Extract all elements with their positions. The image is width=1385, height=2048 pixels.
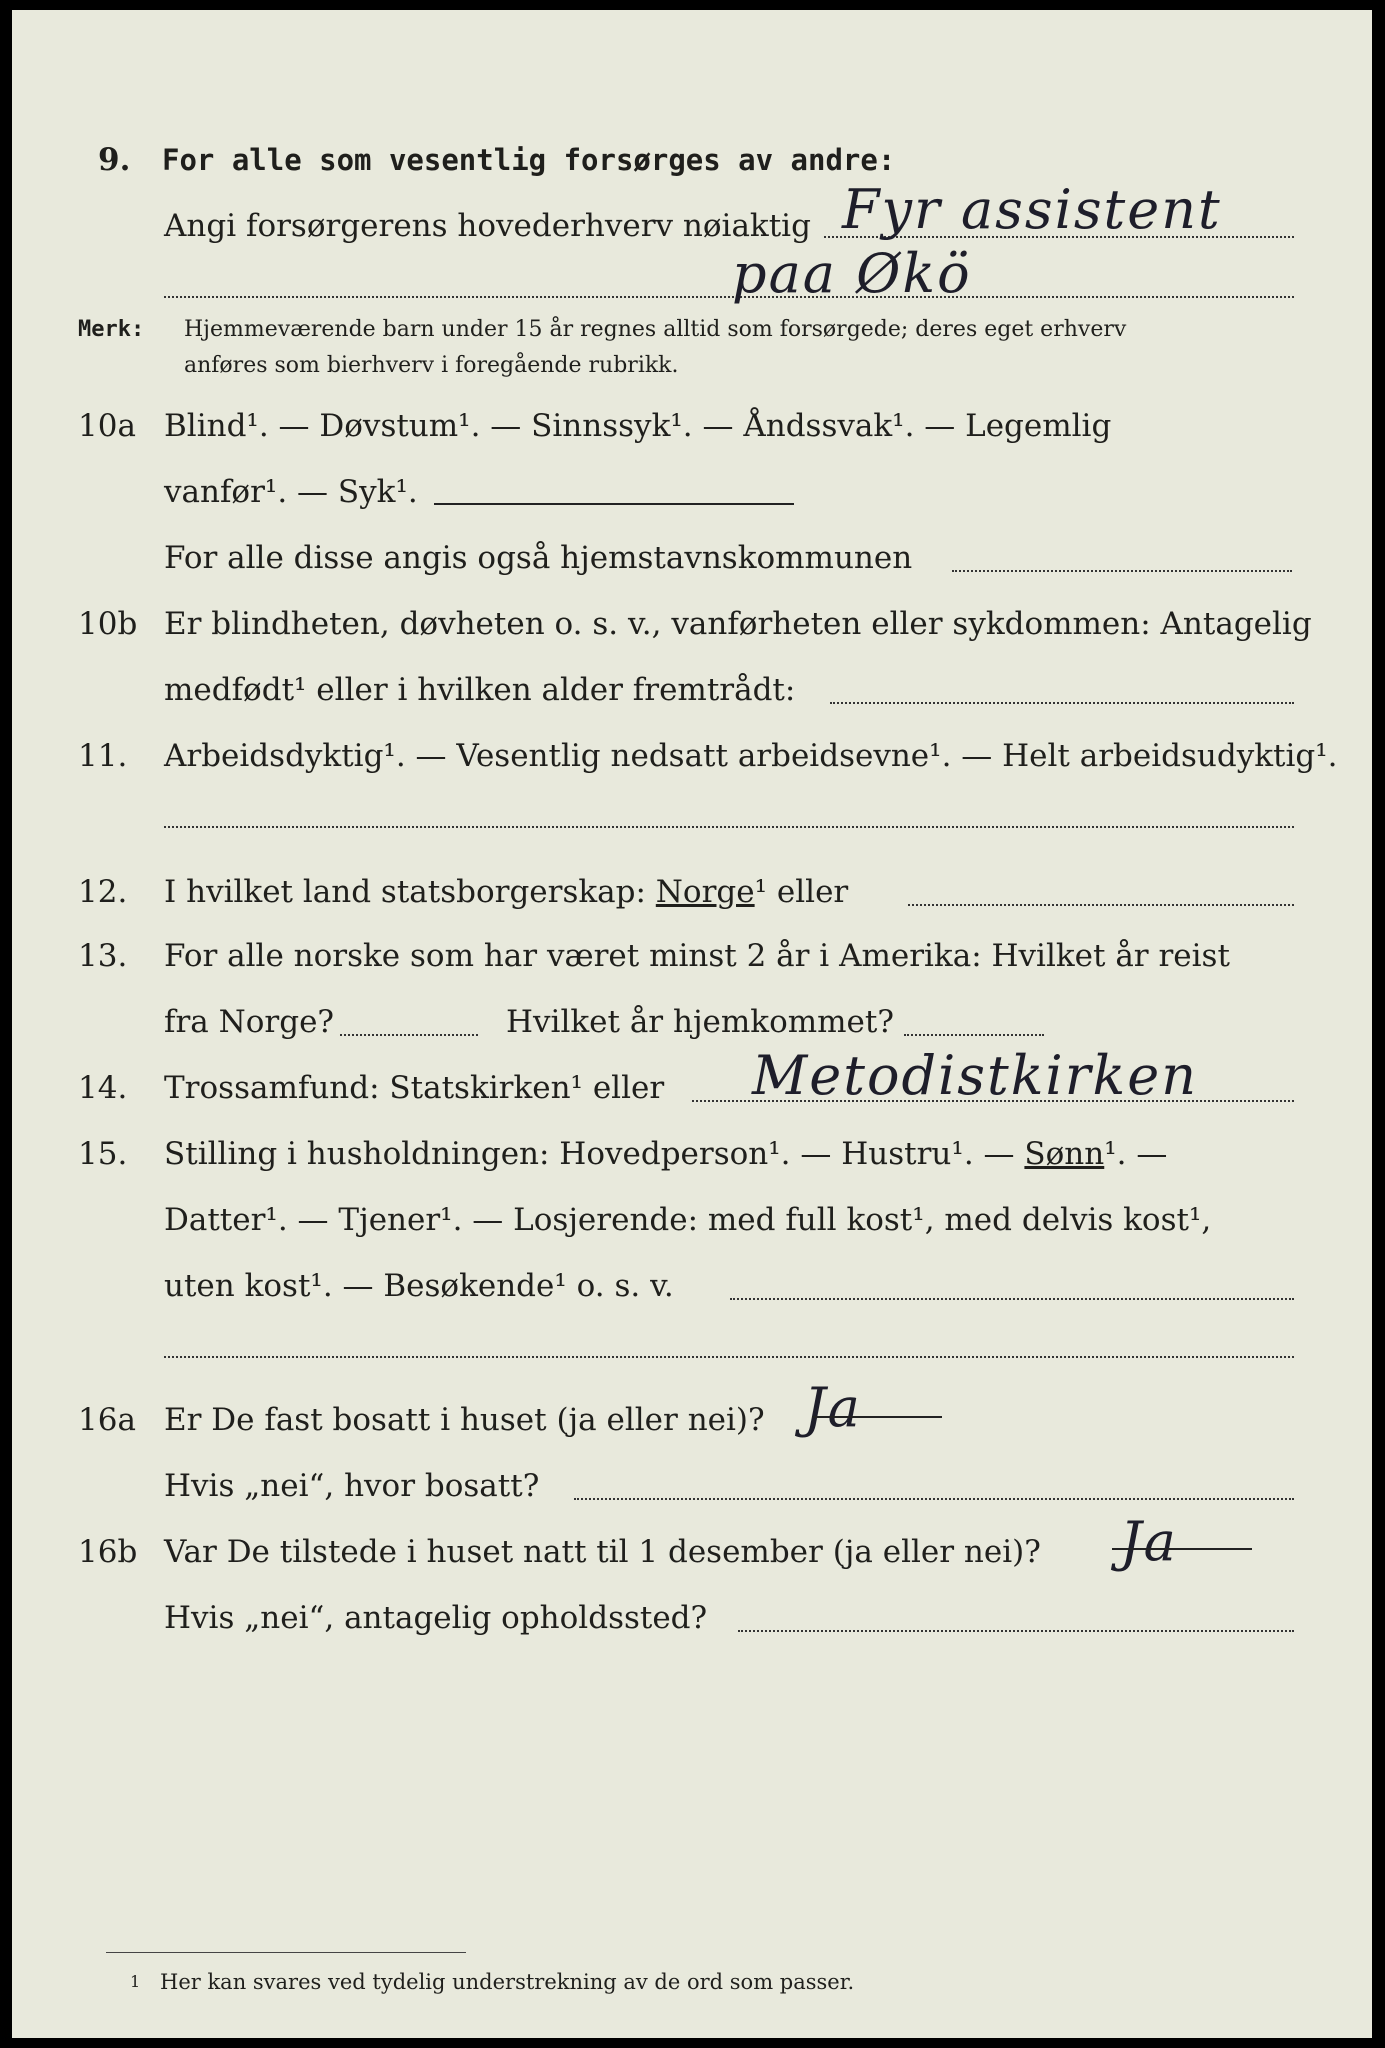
q10a-line-3: For alle disse angis også hjemstavnskommunen xyxy=(164,540,913,576)
q10b-line-2: medfødt¹ eller i hvilken alder fremtrådt: xyxy=(164,672,796,708)
q15-line-1a: Stilling i husholdningen: Hovedperson¹. — Hustru¹. — xyxy=(164,1136,1015,1172)
merk-label: Merk: xyxy=(78,317,145,342)
q12-answer-line xyxy=(908,904,1294,906)
q16b-line-1: Var De tilstede i huset natt til 1 desember (ja eller nei)? xyxy=(164,1534,1041,1570)
footnote-text: Her kan svares ved tydelig understrekning av de ord som passer. xyxy=(160,1970,855,1994)
q9-answer-line-2 xyxy=(164,296,1294,298)
q14-line-1: Trossamfund: Statskirken¹ eller xyxy=(164,1070,665,1106)
q15-sonn: Sønn xyxy=(1024,1136,1105,1172)
q9-heading: For alle som vesentlig forsørges av andre: xyxy=(162,143,896,177)
q13-number: 13. xyxy=(78,938,128,974)
q16a-answer-line xyxy=(812,1416,942,1418)
q12-prefix: I hvilket land statsborgerskap: xyxy=(164,874,646,910)
q16b-opholdssted-line xyxy=(738,1630,1294,1632)
q12-number: 12. xyxy=(78,874,128,910)
q16b-answer-line xyxy=(1112,1548,1252,1550)
q10a-line-2: vanfør¹. — Syk¹. xyxy=(164,474,418,510)
q11-number: 11. xyxy=(78,738,128,774)
q10a-hjemstavn-line xyxy=(952,570,1292,572)
q13-reist-line xyxy=(340,1034,478,1036)
q11-answer-line xyxy=(164,826,1294,828)
q15-line-1 xyxy=(164,1134,1167,1174)
q14-number: 14. xyxy=(78,1070,128,1106)
q9-handwritten-answer-1: Fyr assistent xyxy=(842,178,1222,241)
q15-answer-line xyxy=(730,1298,1294,1300)
q15-number: 15. xyxy=(78,1136,128,1172)
q15-line-3: uten kost¹. — Besøkende¹ o. s. v. xyxy=(164,1268,674,1304)
q10b-answer-line xyxy=(830,702,1294,704)
q16b-handwritten-answer: Ja xyxy=(1120,1510,1178,1573)
q16b-number: 16b xyxy=(78,1534,138,1570)
q16b-line-2: Hvis „nei“, antagelig opholdssted? xyxy=(164,1600,708,1636)
q12-norge: Norge xyxy=(655,874,755,910)
q15-line-1c: ¹. — xyxy=(1104,1136,1168,1172)
q16a-line-2: Hvis „nei“, hvor bosatt? xyxy=(164,1468,540,1504)
q10b-number: 10b xyxy=(78,606,138,642)
q10a-number: 10a xyxy=(78,408,136,444)
q10a-answer-line xyxy=(434,503,794,505)
q16a-number: 16a xyxy=(78,1402,136,1438)
q13-line-2a: fra Norge? xyxy=(164,1004,335,1040)
census-form-page xyxy=(12,10,1372,2038)
q16a-handwritten-answer: Ja xyxy=(804,1376,862,1439)
q13-line-1: For alle norske som har været minst 2 år i Amerika: Hvilket år reist xyxy=(164,938,1230,974)
merk-line-2: anføres som bierhverv i foregående rubrikk. xyxy=(184,353,679,378)
q15-line-2: Datter¹. — Tjener¹. — Losjerende: med full kost¹, med delvis kost¹, xyxy=(164,1202,1212,1238)
q9-instruction: Angi forsørgerens hovederhverv nøiaktig xyxy=(164,208,811,244)
q16a-line-1: Er De fast bosatt i huset (ja eller nei)? xyxy=(164,1402,765,1438)
footnote-rule xyxy=(106,1952,466,1953)
q11-line-1: Arbeidsdyktig¹. — Vesentlig nedsatt arbeidsevne¹. — Helt arbeidsudyktig¹. xyxy=(164,738,1338,774)
q14-handwritten-answer: Metodistkirken xyxy=(752,1044,1198,1107)
q13-hjemkommet-line xyxy=(904,1034,1044,1036)
q15-answer-line-2 xyxy=(164,1356,1294,1358)
q9-handwritten-answer-2: paa Økö xyxy=(732,242,972,305)
q12-line xyxy=(164,872,848,912)
q10a-line-1: Blind¹. — Døvstum¹. — Sinnssyk¹. — Åndssvak¹. — Legemlig xyxy=(164,408,1112,444)
q16a-bosatt-line xyxy=(574,1498,1294,1500)
q9-number: 9. xyxy=(98,142,131,178)
footnote-mark: 1 xyxy=(130,1972,141,1991)
q10b-line-1: Er blindheten, døvheten o. s. v., vanførheten eller sykdommen: Antagelig xyxy=(164,606,1312,642)
q13-line-2b: Hvilket år hjemkommet? xyxy=(506,1004,894,1040)
q12-suffix: ¹ eller xyxy=(754,874,849,910)
merk-line-1: Hjemmeværende barn under 15 år regnes alltid som forsørgede; deres eget erhverv xyxy=(184,317,1127,342)
